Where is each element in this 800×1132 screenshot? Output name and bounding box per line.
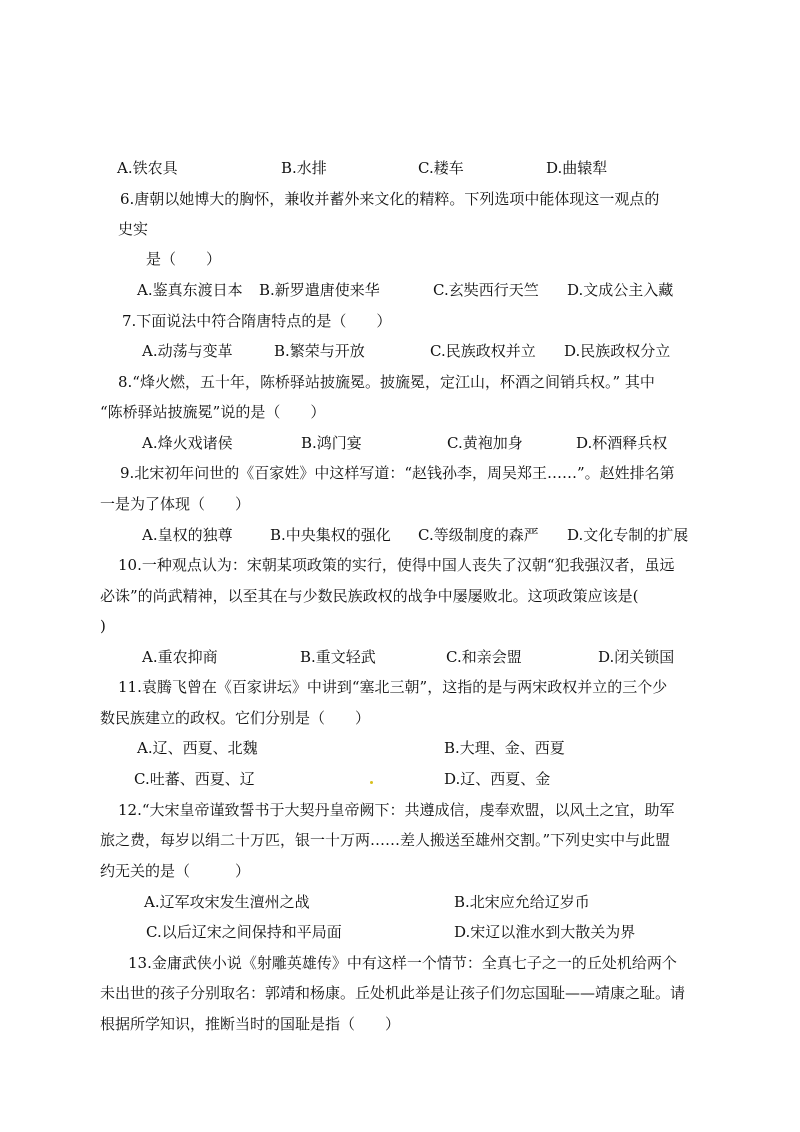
- q8-text-line2: “陈桥驿站披旒冕”说的是（ ）: [100, 403, 326, 421]
- q7-option-c: C.民族政权并立: [430, 342, 536, 360]
- q13-text-line3: 根据所学知识，推断当时的国耻是指（ ）: [100, 1015, 401, 1033]
- q11-option-c: C.吐蕃、西夏、辽: [134, 770, 255, 788]
- q8-option-d: D.杯酒释兵权: [576, 434, 668, 452]
- q12-option-a: A.辽军攻宋发生澶州之战: [144, 893, 310, 911]
- q10-option-c: C.和亲会盟: [446, 648, 522, 666]
- q12-text-line2: 旅之费，每岁以绢二十万匹，银一十万两……差人搬送至雄州交割。”下列史实中与此盟: [100, 831, 671, 849]
- q9-text-line1: 9.北宋初年问世的《百家姓》中这样写道：“赵钱孙李，周吴郑王……”。赵姓排名第: [120, 464, 675, 482]
- q11-option-a: A.辽、西夏、北魏: [137, 739, 258, 757]
- q7-option-a: A.动荡与变革: [142, 342, 233, 360]
- q11-text-line1: 11.袁腾飞曾在《百家讲坛》中讲到“塞北三朝”，这指的是与两宋政权并立的三个少: [118, 678, 668, 696]
- stray-dot: [370, 781, 373, 784]
- q12-text-line3: 约无关的是（ ）: [100, 862, 251, 880]
- q12-option-b: B.北宋应允给辽岁币: [454, 893, 590, 911]
- q11-option-d: D.辽、西夏、金: [444, 770, 551, 788]
- q10-option-a: A.重农抑商: [142, 648, 218, 666]
- q5-option-a: A.铁农具: [117, 159, 178, 177]
- q9-option-d: D.文化专制的扩展: [567, 526, 689, 544]
- q10-text-line1: 10.一种观点认为：宋朝某项政策的实行，使得中国人丧失了汉朝“犯我强汉者，虽远: [118, 556, 675, 574]
- q6-option-b: B.新罗遣唐使来华: [259, 281, 380, 299]
- q12-option-d: D.宋辽以淮水到大散关为界: [454, 923, 636, 941]
- q8-option-a: A.烽火戏诸侯: [142, 434, 233, 452]
- q10-text-line2: 必诛”的尚武精神，以至其在与少数民族政权的战争中屡屡败北。这项政策应该是(: [100, 587, 639, 605]
- q6-option-c: C.玄奘西行天竺: [433, 281, 539, 299]
- q9-option-c: C.等级制度的森严: [418, 526, 539, 544]
- q5-option-c: C.耧车: [418, 159, 464, 177]
- q10-option-d: D.闭关锁国: [598, 648, 675, 666]
- q7-text-line1: 7.下面说法中符合隋唐特点的是（ ）: [122, 312, 392, 330]
- q11-text-line2: 数民族建立的政权。它们分别是（ ）: [100, 709, 371, 727]
- q10-option-b: B.重文轻武: [300, 648, 376, 666]
- q7-option-d: D.民族政权分立: [564, 342, 671, 360]
- q6-option-a: A.鉴真东渡日本: [137, 281, 243, 299]
- q6-option-d: D.文成公主入藏: [567, 281, 674, 299]
- q13-text-line2: 未出世的孩子分别取名：郭靖和杨康。丘处机此举是让孩子们勿忘国耻——靖康之耻。请: [100, 984, 686, 1002]
- q6-text-line3: 是（ ）: [146, 250, 222, 268]
- q11-option-b: B.大理、金、西夏: [444, 739, 565, 757]
- q8-option-c: C.黄袍加身: [447, 434, 523, 452]
- q5-option-b: B.水排: [281, 159, 327, 177]
- q9-text-line2: 一是为了体现（ ）: [100, 495, 251, 513]
- q7-option-b: B.繁荣与开放: [274, 342, 365, 360]
- q5-option-d: D.曲辕犁: [546, 159, 608, 177]
- q12-text-line1: 12.“大宋皇帝谨致誓书于大契丹皇帝阙下：共遵成信，虔奉欢盟，以风土之宜，助军: [118, 801, 675, 819]
- q8-text-line1: 8.“烽火燃，五十年，陈桥驿站披旒冕。披旒冕，定江山，杯酒之间销兵权。” 其中: [118, 373, 655, 391]
- q12-option-c: C.以后辽宋之间保持和平局面: [146, 923, 342, 941]
- q9-option-a: A.皇权的独尊: [142, 526, 233, 544]
- q10-text-line3: ): [100, 617, 106, 635]
- q6-text-line1: 6.唐朝以她博大的胸怀，兼收并蓄外来文化的精粹。下列选项中能体现这一观点的: [120, 190, 660, 208]
- q6-text-line2: 史实: [118, 220, 149, 238]
- q9-option-b: B.中央集权的强化: [270, 526, 391, 544]
- q13-text-line1: 13.金庸武侠小说《射雕英雄传》中有这样一个情节：全真七子之一的丘处机给两个: [128, 954, 677, 972]
- q8-option-b: B.鸿门宴: [301, 434, 362, 452]
